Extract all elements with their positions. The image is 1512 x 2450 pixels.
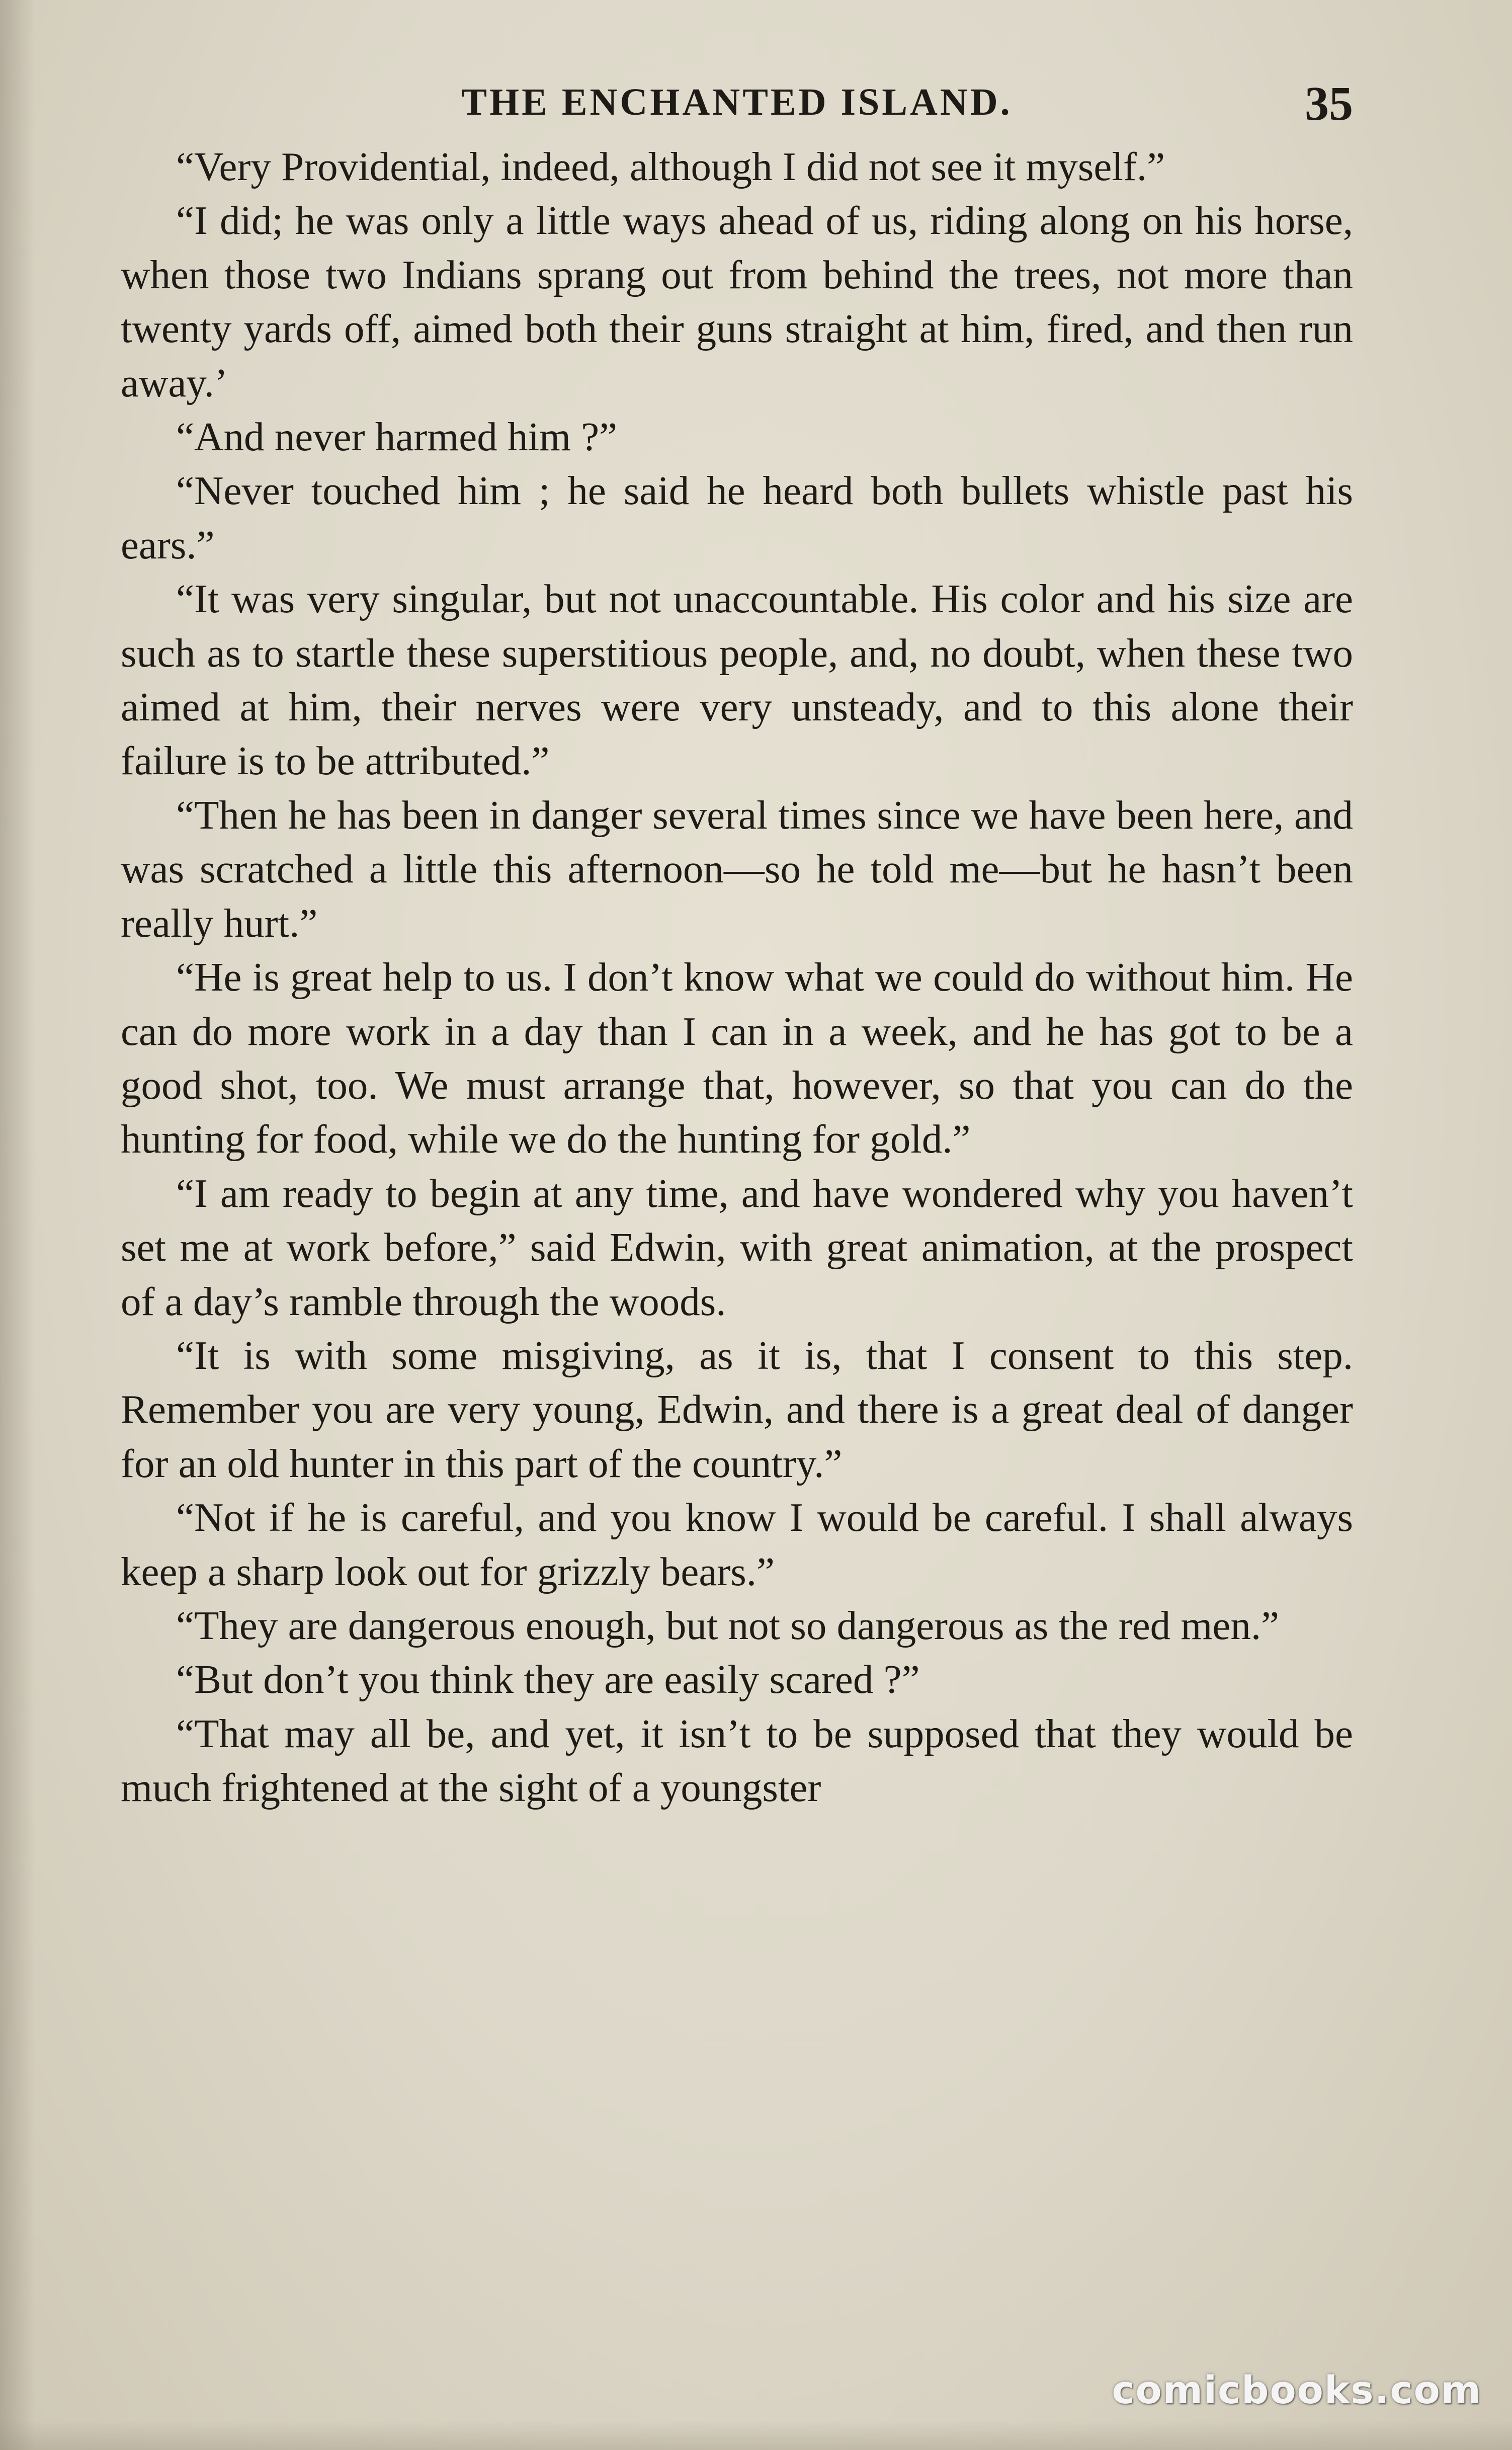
paragraph: “But don’t you think they are easily scared ?” xyxy=(176,1657,920,1702)
paragraph: “They are dangerous enough, but not so dangerous as the red men.” xyxy=(176,1602,1280,1648)
paragraph: “Not if he is careful, and you know I would be careful. I shall always keep a sharp look out for grizzly bears.” xyxy=(121,1495,1353,1594)
paragraph: “I am ready to begin at any time, and have wondered why you haven’t set me at work before,” said Edwin, with great animation, at the prospect of a day’s ramble through the woods. xyxy=(121,1170,1353,1324)
paragraph: “It is with some misgiving, as it is, that I consent to this step. Remember you are very young, Edwin, and there is a great deal of danger for an old hunter in this part of the country.” xyxy=(121,1332,1353,1486)
binding-shadow xyxy=(0,0,35,2450)
paragraph: “That may all be, and yet, it isn’t to be supposed that they would be much frightened at the sight of a youngster xyxy=(121,1710,1353,1811)
body-text xyxy=(121,140,1353,1815)
page-header xyxy=(121,75,1353,136)
paragraph: “And never harmed him ?” xyxy=(176,414,618,460)
paragraph: “Very Providential, indeed, although I did not see it myself.” xyxy=(176,144,1165,189)
page-number: 35 xyxy=(1305,76,1353,130)
paragraph: “It was very singular, but not unaccountable. His color and his size are such as to startle these superstitious people, and, no doubt, when these two aimed at him, their nerves were very unsteady, and to this alone their failure is to be attributed.” xyxy=(121,576,1353,784)
running-title: THE ENCHANTED ISLAND. xyxy=(461,81,1013,123)
paragraph: “Then he has been in danger several times since we have been here, and was scratched a little this afternoon—so he told me—but he hasn’t been really hurt.” xyxy=(121,792,1353,946)
paragraph: “He is great help to us. I don’t know what we could do without him. He can do more work in a day than I can in a week, and he has got to be a good shot, too. We must arrange that, however, so that you can do the hunting for food, while we do the hunting for gold.” xyxy=(121,954,1353,1162)
watermark: comicbooks.com xyxy=(1112,2367,1482,2412)
paragraph: “Never touched him ; he said he heard both bullets whistle past his ears.” xyxy=(121,468,1353,567)
page-bottom-edge xyxy=(0,2420,1512,2450)
paragraph: “I did; he was only a little ways ahead of us, riding along on his horse, when those two Indians sprang out from behind the trees, not more than twenty yards off, aimed both their guns straight at him, fired, and then run away.’ xyxy=(121,198,1353,405)
